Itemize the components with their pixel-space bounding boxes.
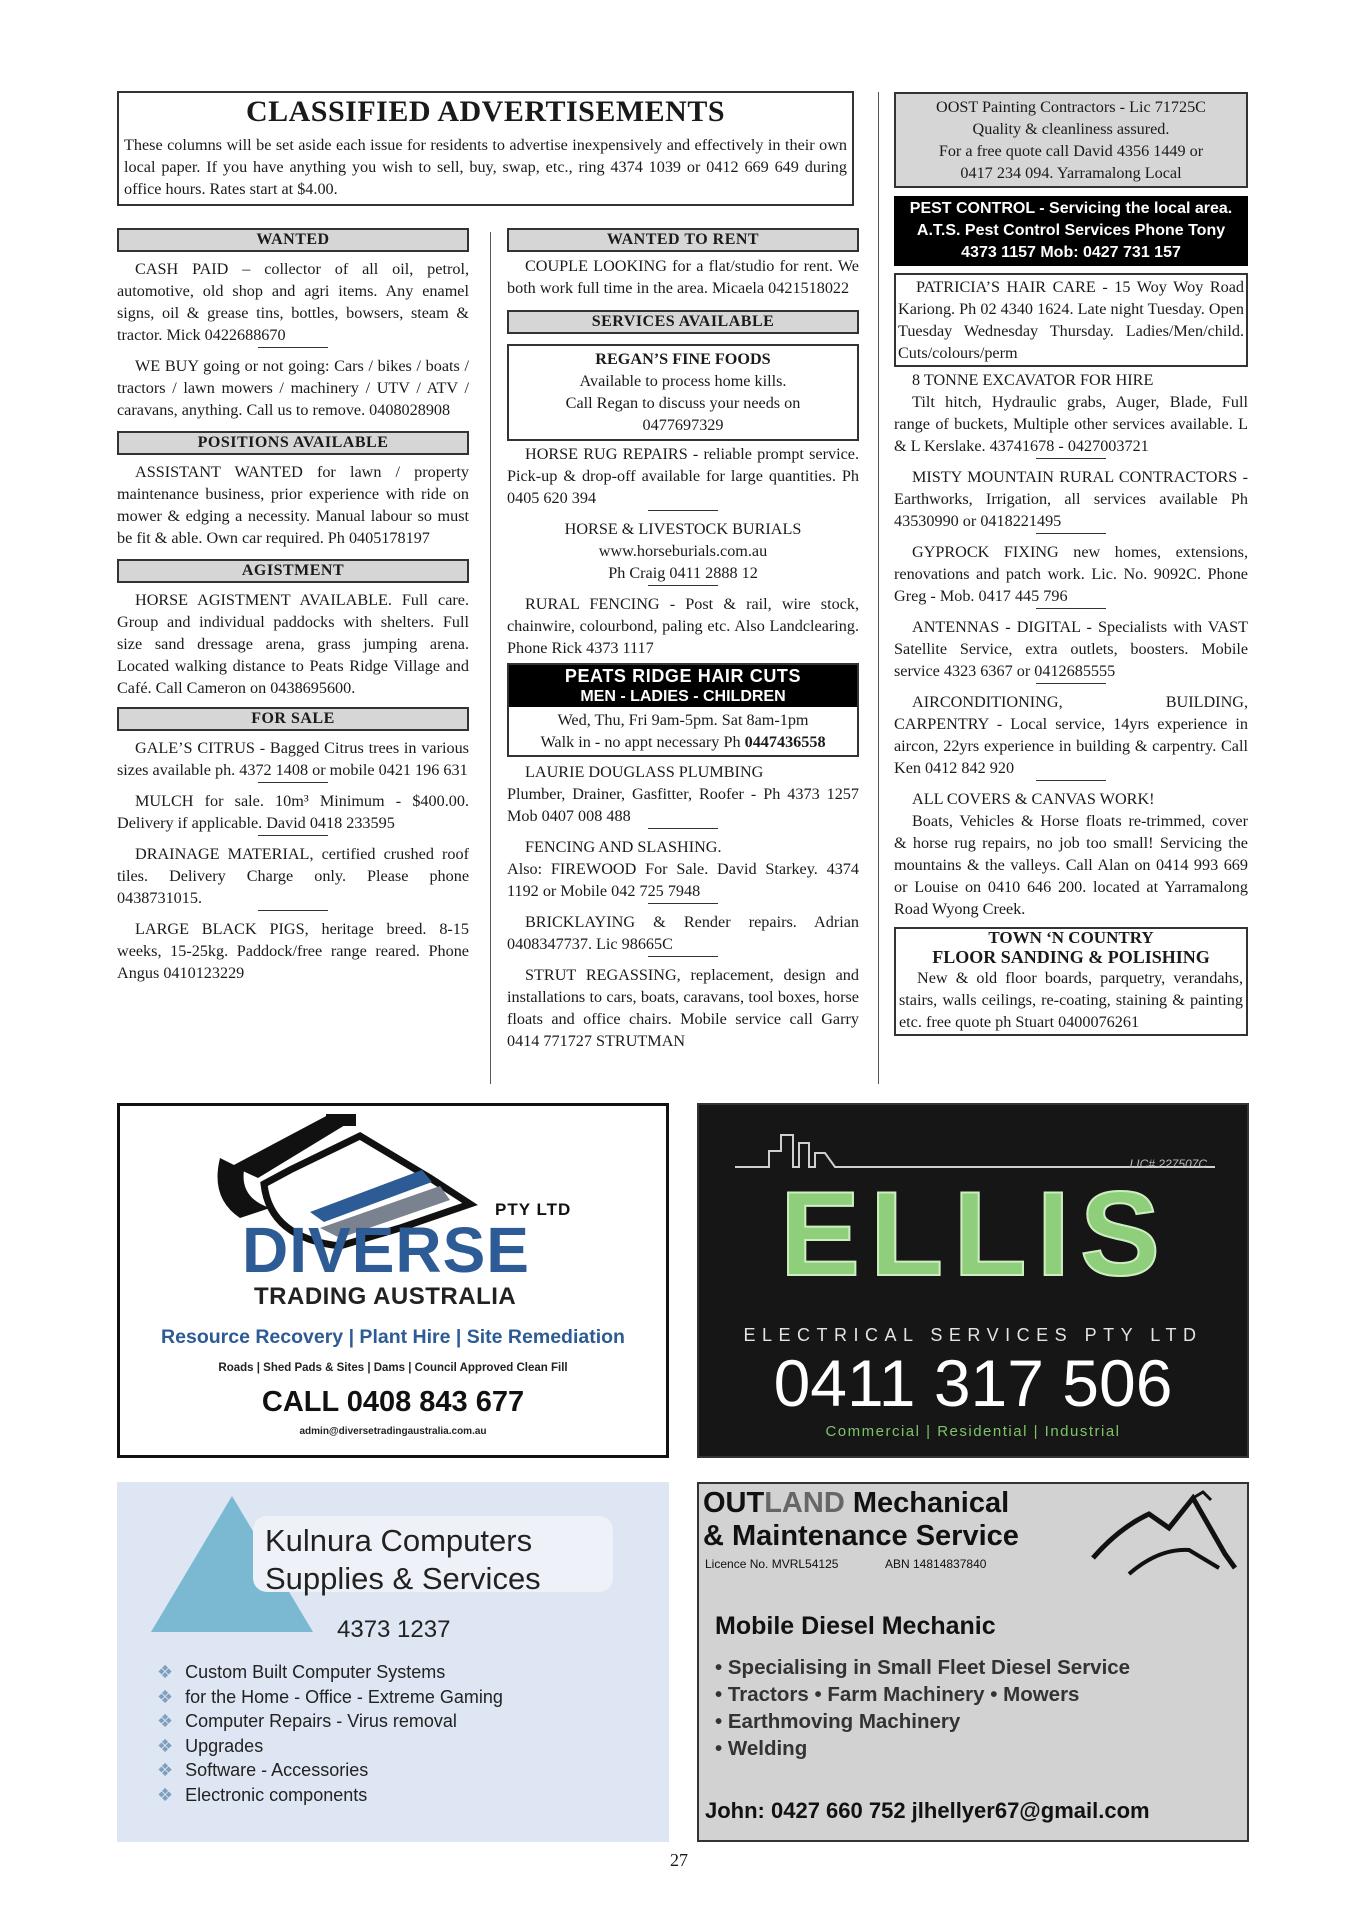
hair-hours: Wed, Thu, Fri 9am-5pm. Sat 8am-1pm [557, 711, 809, 729]
ad-antennas: ANTENNAS - DIGITAL - Specialists with VAST Satellite Service, extra outlets, boosters. Mobile service 4323 6367 or 0412685555 [894, 618, 1248, 680]
separator [258, 910, 328, 911]
slashing-title: FENCING AND SLASHING. [525, 838, 722, 856]
regan-title: REGAN’S FINE FOODS [595, 350, 771, 368]
separator [648, 956, 718, 957]
ad-couple-looking: COUPLE LOOKING for a flat/studio for rent. We both work full time in the area. Micaela 0421518022 [507, 257, 859, 297]
ad-excavator: Tilt hitch, Hydraulic grabs, Auger, Blade, Full range of buckets, Multiple other services available. L & L Kerslake. 43741678 - 0427003721 [894, 393, 1248, 455]
ad-rural-fencing: RURAL FENCING - Post & rail, wire stock, chainwire, colourbond, paling etc. Also Landclearing. Phone Rick 4373 1117 [507, 595, 859, 657]
separator [1036, 458, 1106, 459]
ellis-tagline: Commercial | Residential | Industrial [825, 1423, 1121, 1440]
ellis-licence: LIC# 227507C [1129, 1157, 1207, 1171]
ad-drainage: DRAINAGE MATERIAL, certified crushed roof tiles. Delivery Charge only. Please phone 0438731015. [117, 845, 469, 907]
oost-line-2: Quality & cleanliness assured. [972, 120, 1170, 138]
ad-oost-painting [894, 92, 1248, 188]
diamond-bullet-icon: ❖ [157, 1760, 174, 1780]
list-item: • Earthmoving Machinery [715, 1710, 961, 1733]
outland-contact: John: 0427 660 752 jlhellyer67@gmail.com [705, 1798, 1150, 1823]
positions-header: POSITIONS AVAILABLE [117, 431, 469, 455]
ad-town-n-country [894, 927, 1248, 1036]
outland-abn: ABN 14814837840 [885, 1557, 987, 1571]
wanted-to-rent-header: WANTED TO RENT [507, 228, 859, 252]
ad-bricklaying: BRICKLAYING & Render repairs. Adrian 0408347737. Lic 98665C [507, 913, 859, 953]
classified-header-box [117, 91, 854, 206]
kulnura-title-1: Kulnura Computers [265, 1523, 533, 1558]
oost-line-4: 0417 234 094. Yarramalong Local [960, 164, 1182, 182]
ad-peats-ridge-hair-cuts [507, 663, 859, 757]
regan-line-1: Available to process home kills. [579, 372, 787, 390]
outland-bullets [715, 1654, 1130, 1762]
diverse-name: DIVERSE [242, 1214, 530, 1286]
separator [648, 585, 718, 586]
kulnura-title-2: Supplies & Services [265, 1561, 541, 1596]
hair-subtitle: MEN - LADIES - CHILDREN [509, 687, 857, 707]
column-3 [894, 92, 1248, 1036]
for-sale-header: FOR SALE [117, 707, 469, 731]
regan-phone: 0477697329 [642, 416, 724, 434]
separator [1036, 533, 1106, 534]
mountain-logo-icon [1089, 1488, 1239, 1578]
diamond-bullet-icon: ❖ [157, 1662, 174, 1682]
wanted-header: WANTED [117, 228, 469, 252]
list-item: ❖ Electronic components [157, 1784, 368, 1805]
hair-title: PEATS RIDGE HAIR CUTS [509, 665, 857, 687]
list-item: ❖ Software - Accessories [157, 1760, 369, 1780]
ad-misty-mountain: MISTY MOUNTAIN RURAL CONTRACTORS - Earthworks, Irrigation, all services available Ph 43530990 or 0418221495 [894, 468, 1248, 530]
ellis-subtitle: ELECTRICAL SERVICES PTY LTD [743, 1325, 1203, 1345]
ad-patricias-hair-care [894, 273, 1248, 367]
ellis-phone: 0411 317 506 [773, 1346, 1173, 1420]
ellis-name: ELLIS [779, 1167, 1171, 1301]
ad-assistant-wanted: ASSISTANT WANTED for lawn / property maintenance business, prior experience with ride on mower & edging a necessity. Manual labour so must be fit & able. Own car required. Ph 0405178197 [117, 463, 469, 547]
outland-title-2: & Maintenance Service [703, 1520, 1019, 1552]
separator [1036, 780, 1106, 781]
ad-regans-fine-foods [507, 344, 859, 441]
diverse-pty-ltd: PTY LTD [495, 1200, 572, 1219]
separator [258, 347, 328, 348]
plumbing-title: LAURIE DOUGLASS PLUMBING [525, 763, 764, 781]
outland-out: OUT [703, 1487, 765, 1519]
ad-plumbing: Plumber, Drainer, Gasfitter, Roofer - Ph 4373 1257 Mob 0407 008 488 [507, 785, 859, 825]
ad-all-covers: Boats, Vehicles & Horse floats re-trimmed, cover & horse rug repairs, no job too small! Servicing the mountains & the valleys. Call Alan on 0414 993 669 or Louise on 0410 646 200. located at Yarramalong Road Wyong Creek. [894, 812, 1248, 918]
services-available-header: SERVICES AVAILABLE [507, 310, 859, 334]
hair-walk-in-text: Walk in - no appt necessary Ph [540, 733, 745, 751]
ad-firewood: Also: FIREWOOD For Sale. David Starkey. 4374 1192 or Mobile 042 725 7948 [507, 860, 859, 900]
ad-we-buy: WE BUY going or not going: Cars / bikes / boats / tractors / lawn mowers / machinery / UTV / ATV / caravans, anything. Call us to remove. 0408028908 [117, 357, 469, 419]
ad-black-pigs: LARGE BLACK PIGS, heritage breed. 8-15 weeks, 15-25kg. Paddock/free range reared. Phone Angus 0410123229 [117, 920, 469, 982]
ad-strut-regassing: STRUT REGASSING, replacement, design and installations to cars, boats, caravans, tool boxes, horse floats and office chairs. Mobile service call Garry 0414 771727 STRUTMAN [507, 966, 859, 1050]
ad-mulch: MULCH for sale. 10m³ Minimum - $400.00. Delivery if applicable. David 0418 233595 [117, 792, 469, 832]
column-2 [507, 228, 859, 1052]
burials-website: www.horseburials.com.au [598, 542, 768, 560]
diverse-services: Resource Recovery | Plant Hire | Site Remediation [161, 1326, 625, 1348]
ad-horse-agistment: HORSE AGISTMENT AVAILABLE. Full care. Group and individual paddocks with shelters. Full size sand dressage arena, grass jumping arena. Located walking distance to Peats Ridge Village and Café. Call Cameron on 0438695600. [117, 591, 469, 697]
diamond-bullet-icon: ❖ [157, 1735, 174, 1756]
column-1 [117, 228, 469, 984]
list-item: • Specialising in Small Fleet Diesel Service [715, 1656, 1131, 1679]
hair-walk-in [509, 731, 857, 753]
classified-title: CLASSIFIED ADVERTISEMENTS [245, 95, 726, 128]
ad-pest-control: PEST CONTROL - Servicing the local area. A.T.S. Pest Control Services Phone Tony 4373 1157 Mob: 0427 731 157 [894, 196, 1248, 266]
ad-ellis-electrical [697, 1103, 1249, 1458]
burials-phone: Ph Craig 0411 2888 12 [608, 564, 758, 582]
column-divider [490, 232, 491, 1084]
list-item: ❖ for the Home - Office - Extreme Gaming [157, 1686, 503, 1707]
ad-horse-rug-repairs: HORSE RUG REPAIRS - reliable prompt service. Pick-up & drop-off available for large quantities. Ph 0405 620 394 [507, 445, 859, 507]
separator [1036, 608, 1106, 609]
diamond-bullet-icon: ❖ [157, 1711, 174, 1731]
separator [648, 828, 718, 829]
list-item: ❖ Upgrades [157, 1735, 264, 1756]
list-item: • Tractors • Farm Machinery • Mowers [715, 1683, 1080, 1706]
burials-title: HORSE & LIVESTOCK BURIALS [564, 520, 802, 538]
list-item: ❖ Computer Repairs - Virus removal [157, 1711, 457, 1731]
town-text: New & old floor boards, parquetry, verandahs, stairs, walls ceilings, re-coating, staining & painting etc. free quote ph Stuart 0400076261 [899, 969, 1243, 1031]
ad-diverse-trading [117, 1103, 669, 1458]
hair-phone: 0447436558 [744, 733, 826, 751]
ad-cash-paid: CASH PAID – collector of all oil, petrol, automotive, old shop and agri items. Any enamel signs, oil & grease tins, bottles, bowsers, steam & tractor. Mick 0422688670 [117, 260, 469, 344]
list-item: ❖ Custom Built Computer Systems [157, 1662, 446, 1682]
diverse-call: CALL 0408 843 677 [261, 1386, 525, 1418]
diverse-small-services: Roads | Shed Pads & Sites | Dams | Council Approved Clean Fill [218, 1362, 568, 1374]
diverse-subtitle: TRADING AUSTRALIA [254, 1283, 517, 1310]
ad-aircon: AIRCONDITIONING, BUILDING, CARPENTRY - Local service, 14yrs experience in aircon, 22yrs experience in building & carpentry. Call Ken 0412 842 920 [894, 693, 1248, 777]
agistment-header: AGISTMENT [117, 559, 469, 583]
column-divider [878, 92, 879, 1084]
separator [258, 835, 328, 836]
classified-intro: These columns will be set aside each issue for residents to advertise inexpensively and effectively in their own local paper. If you have anything you wish to sell, buy, swap, etc., ring 4374 1039 or 0412 669 649 during office hours. Rates start at $4.00. [124, 136, 847, 198]
ad-gyprock: GYPROCK FIXING new homes, extensions, renovations and patch work. Lic. No. 9092C. Phone Greg - Mob. 0417 445 796 [894, 543, 1248, 605]
regan-line-2: Call Regan to discuss your needs on [565, 394, 801, 412]
outland-heading: Mobile Diesel Mechanic [715, 1612, 996, 1640]
separator [648, 903, 718, 904]
covers-title: ALL COVERS & CANVAS WORK! [912, 790, 1155, 808]
kulnura-phone: 4373 1237 [337, 1616, 451, 1643]
list-item: • Welding [715, 1737, 808, 1760]
outland-title-rest: Mechanical [844, 1487, 1010, 1519]
ad-outland-mechanical [697, 1482, 1249, 1842]
oost-line-1: OOST Painting Contractors - Lic 71725C [936, 98, 1206, 116]
town-title-2: FLOOR SANDING & POLISHING [932, 947, 1210, 967]
diverse-email: admin@diversetradingaustralia.com.au [299, 1426, 487, 1437]
excavator-title: 8 TONNE EXCAVATOR FOR HIRE [912, 371, 1154, 389]
oost-line-3: For a free quote call David 4356 1449 or [938, 142, 1204, 160]
patricia-text: PATRICIA’S HAIR CARE - 15 Woy Woy Road Kariong. Ph 02 4340 1624. Late night Tuesday. Open Tuesday Wednesday Thursday. Ladies/Men/child. Cuts/colours/perm [898, 278, 1244, 362]
ad-gales-citrus: GALE’S CITRUS - Bagged Citrus trees in various sizes available ph. 4372 1408 or mobile 0421 196 631 [117, 739, 469, 779]
diamond-bullet-icon: ❖ [157, 1784, 174, 1805]
kulnura-services-list [157, 1660, 503, 1807]
outland-licence: Licence No. MVRL54125 [705, 1557, 839, 1571]
diamond-bullet-icon: ❖ [157, 1686, 174, 1707]
town-title-1: TOWN ‘N COUNTRY [988, 928, 1154, 947]
page-number: 27 [670, 1850, 688, 1870]
outland-land: LAND [764, 1487, 845, 1519]
ad-kulnura-computers [117, 1482, 669, 1842]
separator [258, 782, 328, 783]
separator [1036, 683, 1106, 684]
separator [648, 510, 718, 511]
outland-title-1 [703, 1486, 1009, 1520]
